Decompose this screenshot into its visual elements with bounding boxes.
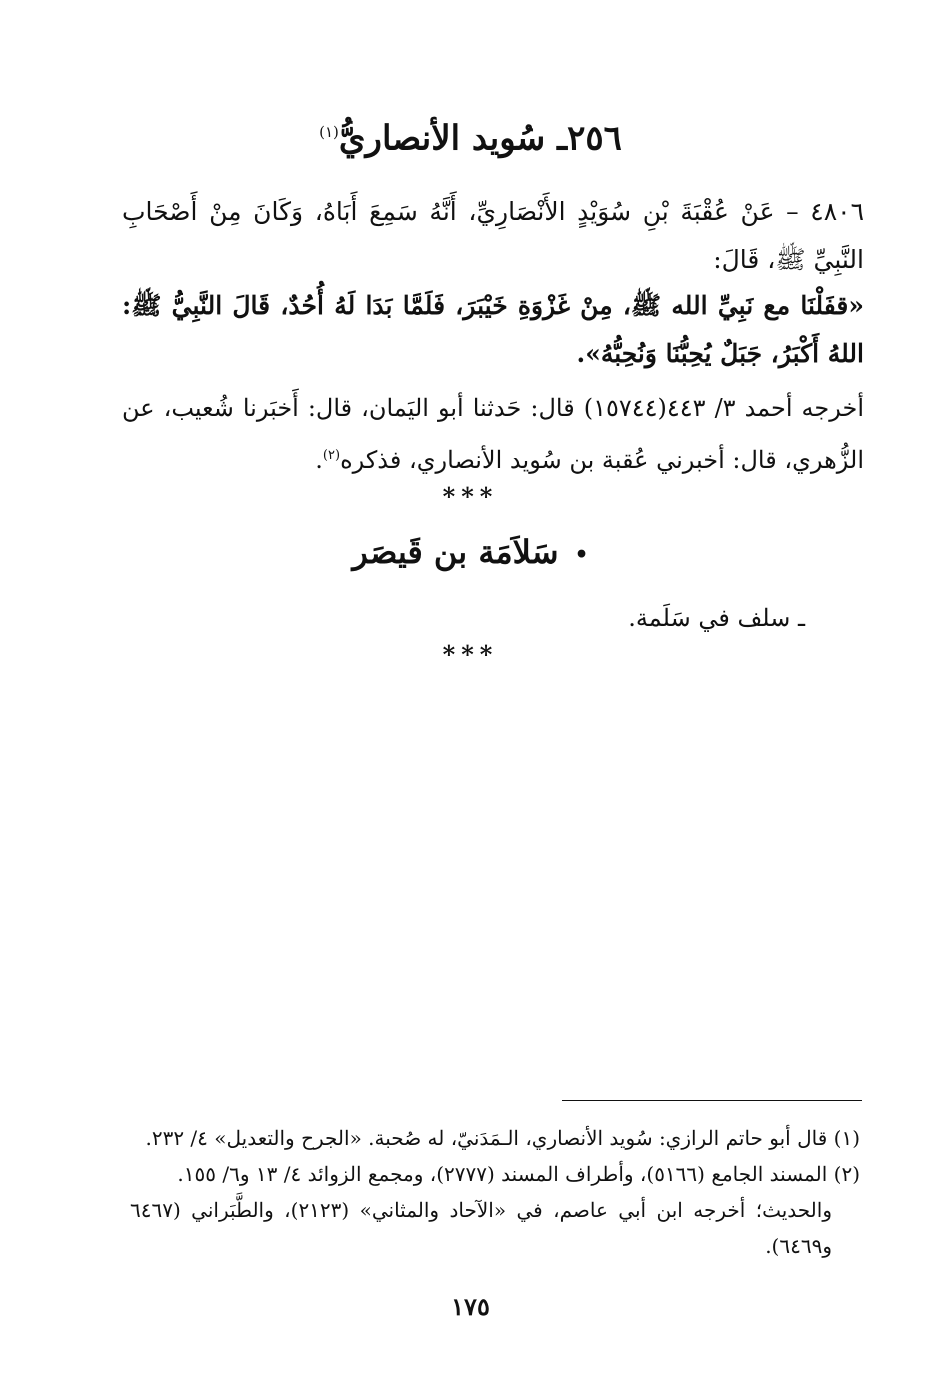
footnote-2-continued: والحديث؛ أخرجه ابن أبي عاصم، في «الآحاد والمثاني» (٢١٢٣)، والطَّبَراني (٦٤٦٧ و٦٤٦٩). xyxy=(130,1198,832,1258)
takhrij-end: . xyxy=(315,446,323,474)
takhrij-paragraph xyxy=(122,384,864,484)
separator-stars: *** xyxy=(442,640,499,669)
section-heading xyxy=(0,528,941,579)
footnote-mark-2: (٢) xyxy=(322,448,341,463)
entry-title: ٢٥٦ـ سُويد الأنصاريُّ xyxy=(338,118,622,159)
section-title: سَلاَمَة بن قَيصَر xyxy=(352,533,559,571)
hadith-intro: ٤٨٠٦ – عَنْ عُقْبَةَ بْنِ سُوَيْدٍ الأَنْصَارِيِّ، أَنَّهُ سَمِعَ أَبَاهُ، وَكَانَ مِنْ أَصْحَابِ النَّبِيِّ ﷺ، قَالَ: xyxy=(122,197,864,274)
hadith-quote: «قفَلْنَا مع نَبِيِّ الله ﷺ، مِنْ غَزْوَةِ خَيْبَرَ، فَلَمَّا بَدَا لَهُ أُحُدٌ، قَالَ النَّبِيُّ ﷺ: اللهُ أَكْبَرُ، جَبَلٌ يُحِبُّنَا وَنُحِبُّهُ». xyxy=(122,291,864,368)
takhrij-text: أخرجه أحمد ٣/ ٤٤٣(١٥٧٤٤) قال: حَدثنا أبو اليَمان، قال: أَخبَرنا شُعيب، عن الزُّهري، قال: أخبرني عُقبة بن سُويد الأنصاري، فذكره xyxy=(122,394,865,474)
footnote-2: (٢) المسند الجامع (٥١٦٦)، وأطراف المسند (٢٧٧٧)، ومجمع الزوائد ٤/ ١٣ و٦/ ١٥٥. xyxy=(177,1162,860,1186)
footnotes xyxy=(130,1120,860,1264)
section-note: ـ سلف في سَلَمة. xyxy=(628,604,805,632)
entry-heading xyxy=(0,110,941,160)
page-number: ١٧٥ xyxy=(451,1292,490,1321)
footnote-1: (١) قال أبو حاتم الرازي: سُويد الأنصاري، الـمَدَنيّ، له صُحبة. «الجرح والتعديل» ٤/ ٢٣٢. xyxy=(145,1126,860,1150)
footnote-divider xyxy=(562,1100,862,1101)
bullet-icon: • xyxy=(574,541,589,568)
footnote-mark-1: (١) xyxy=(319,123,339,141)
separator-stars: *** xyxy=(442,482,499,511)
